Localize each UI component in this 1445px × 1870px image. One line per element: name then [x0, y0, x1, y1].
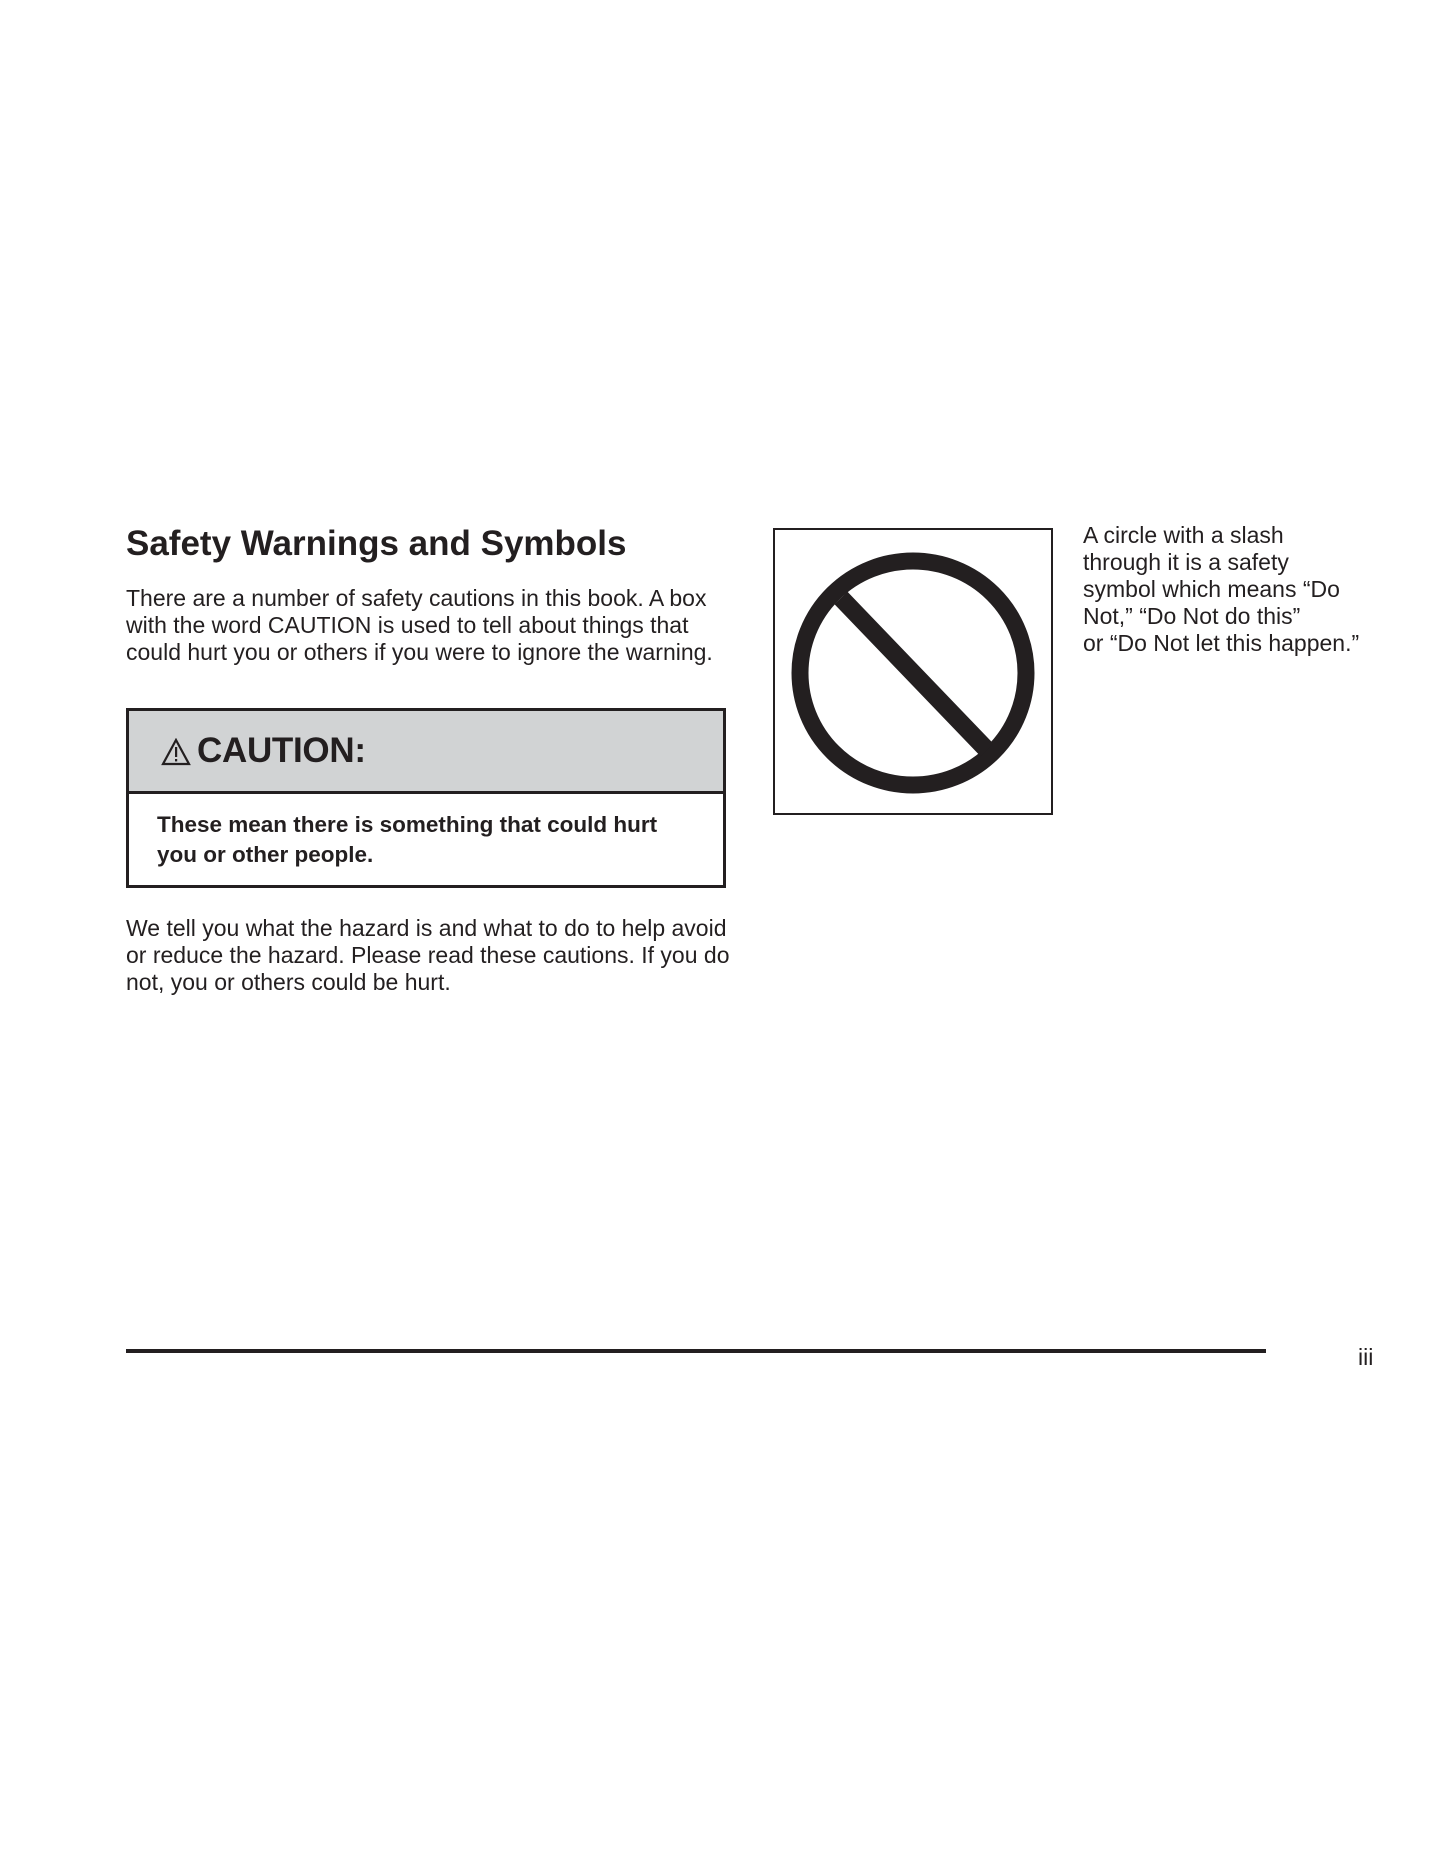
prohibition-circle-icon [789, 550, 1037, 796]
page-title: Safety Warnings and Symbols [126, 524, 627, 563]
closing-paragraph: We tell you what the hazard is and what to do to help avoid or reduce the hazard. Please read these cautions. If you do not, you or others could be hurt. [126, 915, 730, 995]
symbol-description [1083, 522, 1423, 657]
caution-header [129, 711, 723, 794]
caution-body-text: These mean there is something that could hurt you or other people. [157, 812, 658, 867]
symbol-description-line: Not,” “Do Not do this” [1083, 603, 1301, 629]
caution-box [126, 708, 726, 888]
symbol-description-line: A circle with a slash [1083, 522, 1284, 548]
page-number: iii [1358, 1344, 1374, 1370]
footer-rule [126, 1349, 1266, 1353]
warning-triangle-icon [161, 738, 191, 766]
intro-paragraph: There are a number of safety cautions in this book. A box with the word CAUTION is used to tell about things that could hurt you or others if you were to ignore the warning. [126, 585, 713, 665]
caution-label: CAUTION: [197, 731, 366, 770]
symbol-description-line: through it is a safety [1083, 549, 1289, 575]
symbol-illustration-frame [773, 528, 1053, 815]
symbol-description-line: or “Do Not let this happen.” [1083, 630, 1360, 656]
symbol-description-line: symbol which means “Do [1083, 576, 1340, 602]
